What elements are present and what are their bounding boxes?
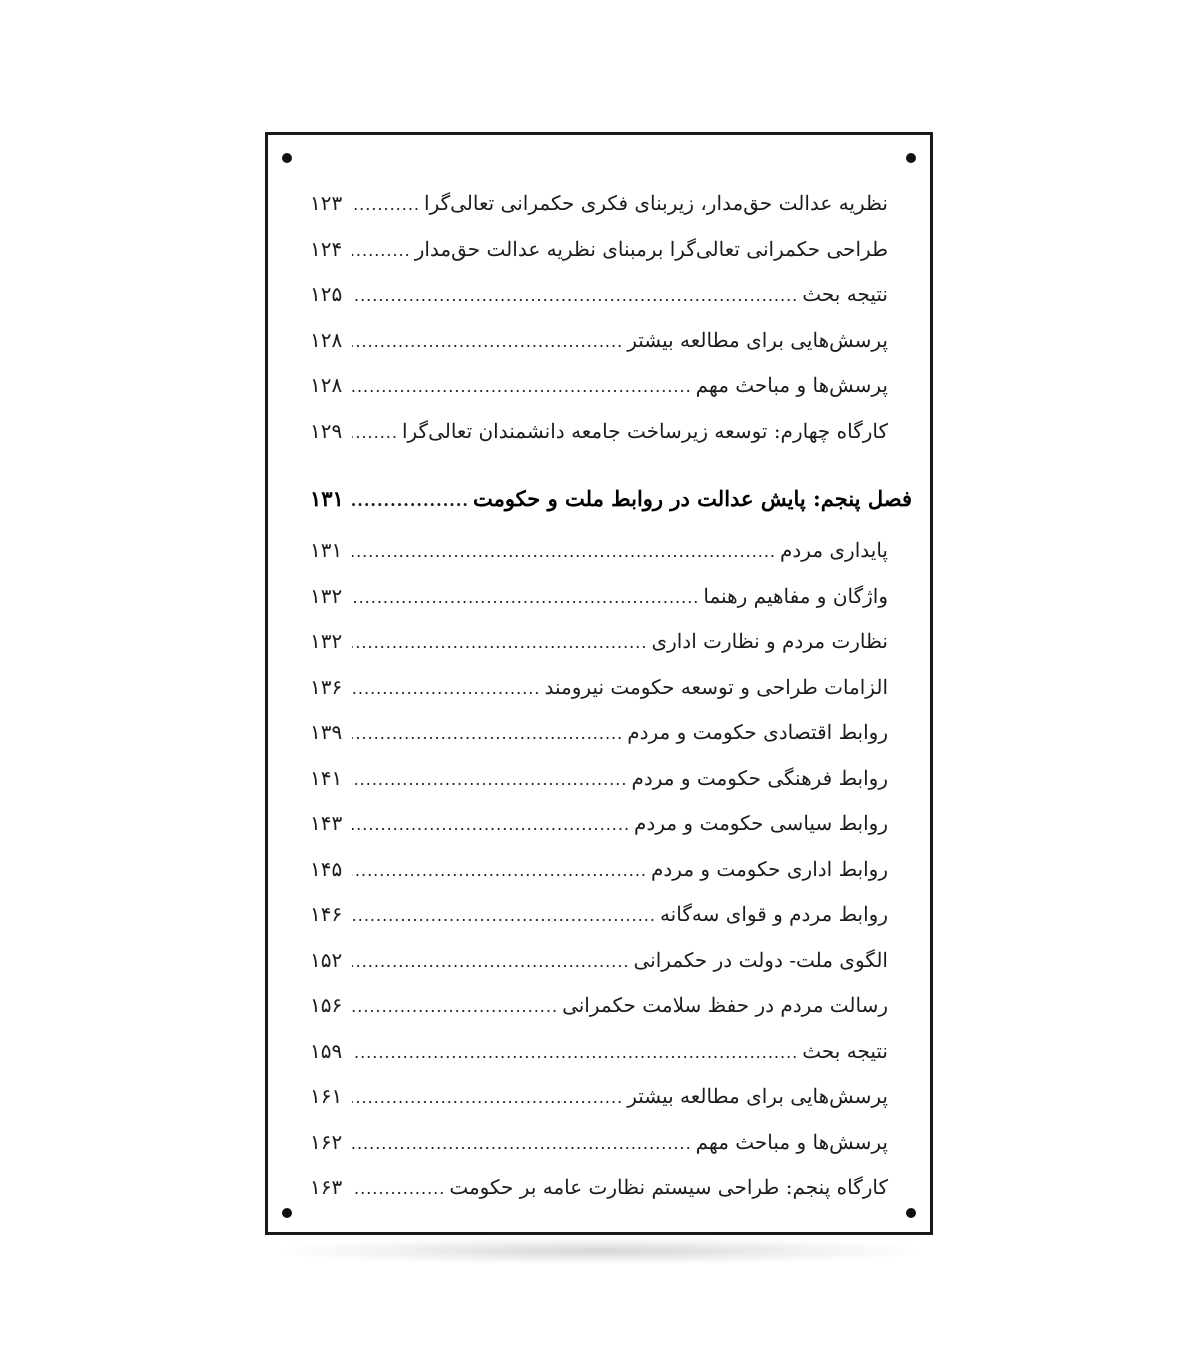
- toc-leader-dots: [352, 377, 692, 396]
- toc-entry-page: ۱۲۴: [310, 236, 343, 261]
- corner-dot-icon: [906, 153, 916, 163]
- corner-dot-icon: [282, 153, 292, 163]
- toc-entry: [310, 811, 888, 857]
- toc-leader-dots: [352, 1179, 445, 1198]
- toc-leader-dots: [352, 952, 629, 971]
- toc-leader-dots: [352, 286, 798, 305]
- toc-leader-dots: [352, 679, 540, 698]
- toc-entry-title: روابط اقتصادی حکومت و مردم: [627, 720, 888, 744]
- toc-entry-title: روابط سیاسی حکومت و مردم: [634, 811, 888, 835]
- toc-entry: [310, 328, 888, 374]
- toc-entry-page: ۱۶۱: [310, 1084, 343, 1108]
- toc-leader-dots: [352, 332, 623, 351]
- toc-entry-title: پایداری مردم: [780, 538, 888, 562]
- toc-leader-dots: [352, 633, 647, 652]
- toc-entry-page: ۱۳۶: [310, 674, 343, 699]
- toc-entry-title: نتیجه بحث: [802, 282, 888, 306]
- toc-entry-page: ۱۴۳: [310, 811, 343, 835]
- toc-entry-title: پرسش‌ها و مباحث مهم: [695, 1129, 888, 1154]
- toc-entry-page: ۱۲۸: [310, 373, 343, 397]
- toc-entry: [310, 720, 888, 766]
- toc-leader-dots: [352, 588, 699, 607]
- corner-dot-icon: [282, 1208, 292, 1218]
- toc-entry-page: ۱۳۲: [310, 629, 343, 653]
- toc-entry: [310, 538, 888, 584]
- toc-leader-dots: [352, 861, 647, 880]
- toc-entry-title: پرسش‌ها و مباحث مهم: [695, 373, 888, 397]
- toc-entry-title: طراحی حکمرانی تعالی‌گرا برمبنای نظریه عدالت حق‌مدار: [414, 236, 888, 261]
- toc-entry: [310, 191, 888, 237]
- toc-entry-title: پرسش‌هایی برای مطالعه بیشتر: [627, 327, 888, 352]
- toc-entry: [310, 282, 888, 328]
- toc-entry: [310, 1039, 888, 1085]
- toc-leader-dots: [352, 423, 398, 442]
- toc-entry-title: نظارت مردم و نظارت اداری: [651, 629, 888, 653]
- toc-entry-page: ۱۳۱: [310, 538, 343, 562]
- toc-entry-page: ۱۲۹: [310, 418, 343, 443]
- toc-entry: [310, 948, 888, 994]
- toc-entry-page: ۱۳۲: [310, 583, 343, 608]
- toc-entry-title: کارگاه چهارم: توسعه زیرساخت جامعه دانشمندان تعالی‌گرا: [401, 418, 888, 443]
- toc-entry-page: ۱۴۵: [310, 856, 343, 881]
- toc-entry-page: ۱۲۸: [310, 327, 343, 352]
- toc-leader-dots: [352, 724, 623, 743]
- toc-entry: [310, 584, 888, 630]
- toc-entry: [310, 993, 888, 1039]
- toc-leader-dots: [352, 542, 776, 561]
- toc-entry: [310, 675, 888, 721]
- toc-leader-dots: [352, 815, 630, 834]
- toc-leader-dots: [352, 195, 420, 214]
- toc-entry-title: واژگان و مفاهیم رهنما: [703, 583, 888, 608]
- toc-entry: [310, 419, 888, 465]
- toc-entry: [310, 902, 888, 948]
- corner-dot-icon: [906, 1208, 916, 1218]
- toc-entry: [310, 1175, 888, 1221]
- toc-entry-title: رسالت مردم در حفظ سلامت حکمرانی: [562, 993, 888, 1017]
- toc-entry-page: ۱۲۵: [310, 282, 343, 306]
- toc-entry-title: الگوی ملت- دولت در حکمرانی: [633, 947, 888, 972]
- toc-entry-title: روابط اداری حکومت و مردم: [651, 856, 888, 881]
- toc-entry-title: پرسش‌هایی برای مطالعه بیشتر: [627, 1084, 888, 1108]
- toc-entry: [310, 1084, 888, 1130]
- toc-entry: [310, 373, 888, 419]
- toc-entry-page: ۱۵۶: [310, 993, 343, 1017]
- toc-entry: [310, 766, 888, 812]
- page-shadow: [285, 1238, 915, 1264]
- toc-page-frame: [265, 132, 933, 1235]
- toc-entry-page: ۱۴۶: [310, 902, 343, 926]
- toc-chapter-page: ۱۳۱: [310, 486, 344, 511]
- toc-leader-dots: [352, 1134, 692, 1153]
- toc-leader-dots: [352, 1088, 623, 1107]
- toc-entry-title: روابط فرهنگی حکومت و مردم: [631, 765, 888, 790]
- toc-entry-title: کارگاه پنجم: طراحی سیستم نظارت عامه بر حکومت: [449, 1175, 888, 1199]
- toc-entry-page: ۱۵۹: [310, 1038, 343, 1063]
- toc-entry-page: ۱۶۲: [310, 1129, 343, 1154]
- toc-leader-dots: [352, 241, 411, 260]
- toc-entry-title: الزامات طراحی و توسعه حکومت نیرومند: [544, 674, 888, 699]
- toc-entry-page: ۱۳۹: [310, 720, 343, 744]
- toc-entry-title: نتیجه بحث: [802, 1038, 888, 1063]
- toc-entry: [310, 1130, 888, 1176]
- toc-entry-page: ۱۴۱: [310, 765, 343, 790]
- toc-entry: [310, 629, 888, 675]
- toc-entry: [310, 857, 888, 903]
- toc-leader-dots: [352, 491, 469, 510]
- toc-entry-title: روابط مردم و قوای سه‌گانه: [659, 902, 888, 926]
- toc-entry-page: ۱۲۳: [310, 191, 343, 215]
- toc-entry: [310, 237, 888, 283]
- toc-entry-page: ۱۶۳: [310, 1175, 343, 1199]
- toc-chapter-title: فصل پنجم: پایش عدالت در روابط ملت و حکومت: [472, 486, 912, 511]
- toc-leader-dots: [352, 1043, 798, 1062]
- toc-leader-dots: [352, 770, 627, 789]
- toc-entry-page: ۱۵۲: [310, 947, 343, 972]
- toc-leader-dots: [352, 997, 558, 1016]
- toc-entry-title: نظریه عدالت حق‌مدار، زیربنای فکری حکمرانی تعالی‌گرا: [424, 191, 888, 215]
- toc-leader-dots: [352, 906, 656, 925]
- toc-chapter-heading: [310, 486, 912, 538]
- table-of-contents: [310, 191, 912, 1221]
